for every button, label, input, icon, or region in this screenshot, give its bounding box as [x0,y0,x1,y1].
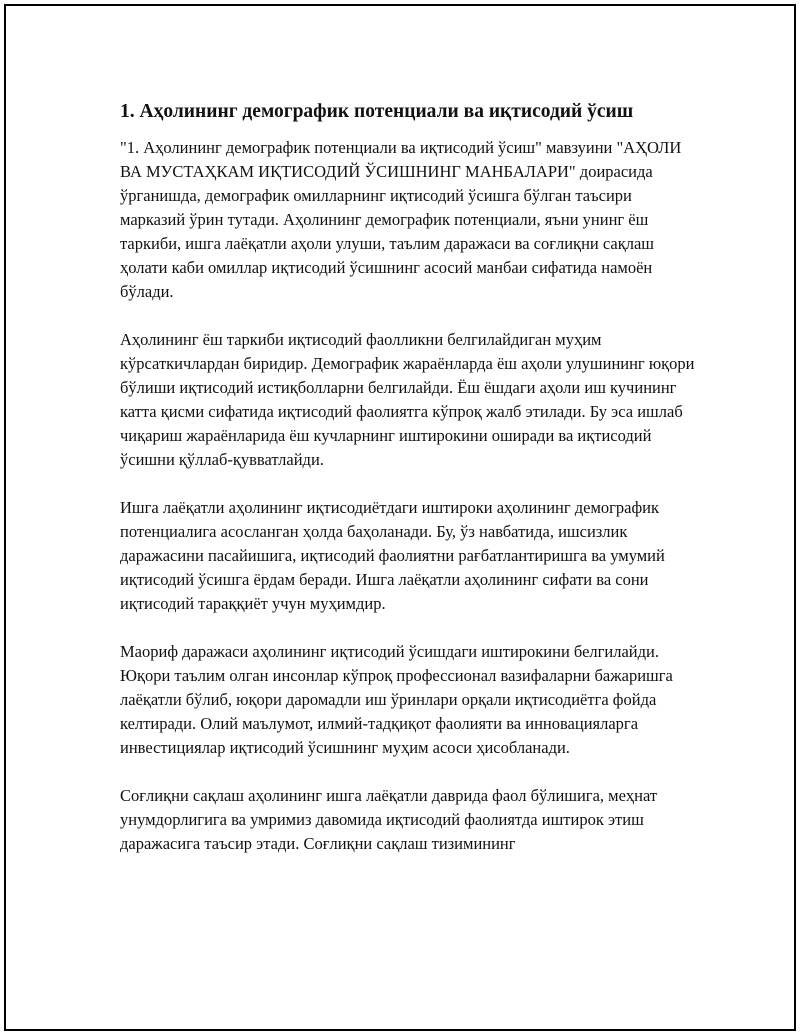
paragraph-2: Аҳолининг ёш таркиби иқтисодий фаолликни белгилайдиган муҳим кўрсаткичлардан биридир. Демографик жараёнларда ёш аҳоли улушининг юқори бўлиши иқтисодий истиқболларни белгилайди. Ёш ёшдаги аҳоли иш кучининг катта қисми сифатида иқтисодий фаолиятга кўпроқ жалб этилади. Бу эса ишлаб чиқариш жараёнларида ёш кучларнинг иштирокини оширади ва иқтисодий ўсишни қўллаб-қувватлайди. [120,330,695,469]
paragraph-5: Соғлиқни сақлаш аҳолининг ишга лаёқатли даврида фаол бўлишига, меҳнат унумдорлигига ва умримиз давомида иқтисодий фаолиятда иштирок этиш даражасига таъсир этади. Соғлиқни сақлаш тизимининг [120,786,658,853]
document-body [120,98,700,880]
paragraph-1: "1. Аҳолининг демографик потенциали ва иқтисодий ўсиш" мавзуини "АҲОЛИ ВА МУСТАҲКАМ ИҚТИСОДИЙ ЎСИШНИНГ МАНБАЛАРИ" доирасида ўрганишда, демографик омилларнинг иқтисодий ўсишга бўлган таъсири марказий ўрин тутади. Аҳолининг демографик потенциали, яъни унинг ёш таркиби, ишга лаёқатли аҳоли улуши, таълим даражаси ва соғлиқни сақлаш ҳолати каби омиллар иқтисодий ўсишнинг асосий манбаи сифатида намоён бўлади. [120,138,682,301]
document-title: 1. Аҳолининг демографик потенциали ва иқтисодий ўсиш [120,101,634,122]
paragraph-4: Маориф даражаси аҳолининг иқтисодий ўсишдаги иштирокини белгилайди. Юқори таълим олган инсонлар кўпроқ профессионал вазифаларни бажаришга лаёқатли бўлиб, юқори даромадли иш ўринлари орқали иқтисодиётга фойда келтиради. Олий маълумот, илмий-тадқиқот фаолияти ва инновацияларга инвестициялар иқтисодий ўсишнинг муҳим асоси ҳисобланади. [120,642,673,757]
page-border [4,4,796,1031]
paragraph-3: Ишга лаёқатли аҳолининг иқтисодиётдаги иштироки аҳолининг демографик потенциалига асосланган ҳолда баҳоланади. Бу, ўз навбатида, ишсизлик даражасини пасайишига, иқтисодий фаолиятни рағбатлантиришга ва умумий иқтисодий ўсишга ёрдам беради. Ишга лаёқатли аҳолининг сифати ва сони иқтисодий тараққиёт учун муҳимдир. [120,498,665,613]
